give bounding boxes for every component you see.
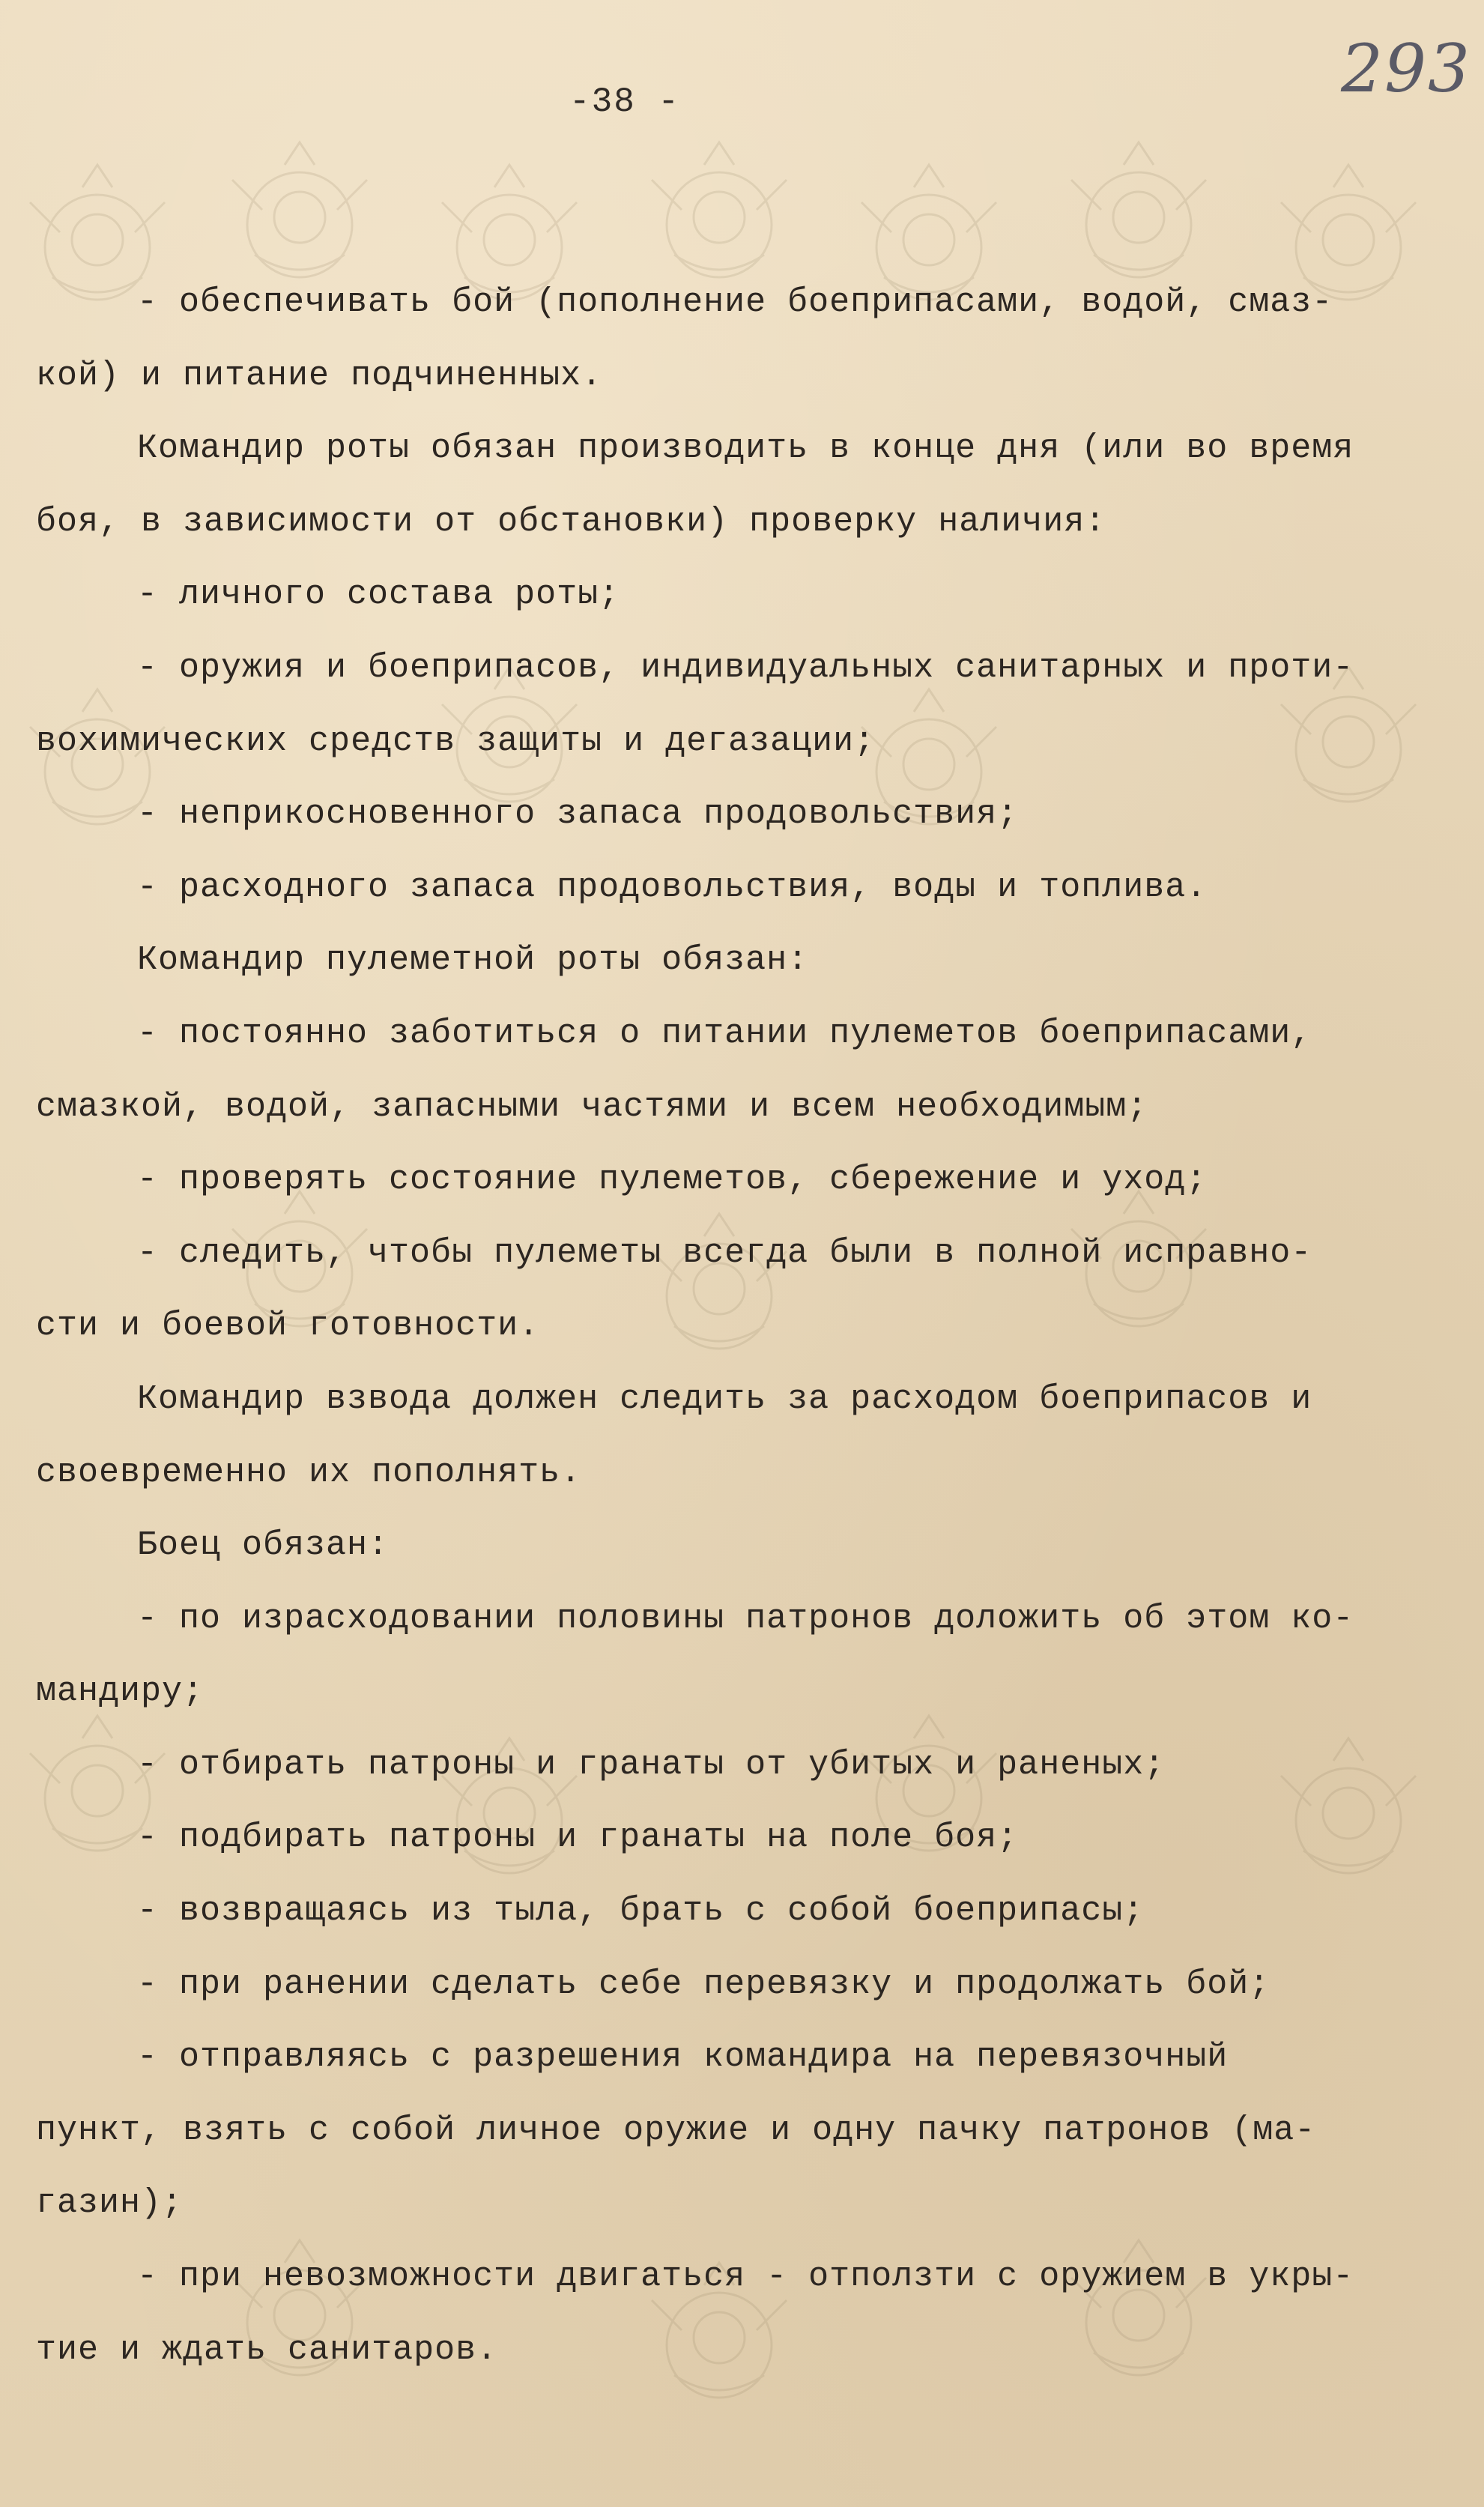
text-line: боя, в зависимости от обстановки) проверку наличия: <box>36 502 1106 541</box>
text-line: Командир пулеметной роты обязан: <box>137 941 809 980</box>
text-line: газин); <box>36 2184 184 2223</box>
page-number: -38 - <box>569 82 681 121</box>
text-line: - проверять состояние пулеметов, сбережение и уход; <box>137 1161 1208 1200</box>
text-line: пункт, взять с собой личное оружие и одну пачку патронов (ма- <box>36 2111 1316 2150</box>
archive-folio-number: 293 <box>1341 30 1471 107</box>
text-line: своевременно их пополнять. <box>36 1453 582 1492</box>
text-line: - постоянно заботиться о питании пулеметов боеприпасами, <box>137 1014 1312 1053</box>
text-line: смазкой, водой, запасными частями и всем необходимым; <box>36 1087 1148 1126</box>
text-line: - неприкосновенного запаса продовольствия; <box>137 795 1019 834</box>
text-line: - обеспечивать бой (пополнение боеприпасами, водой, смаз- <box>137 283 1333 321</box>
text-line: - личного состава роты; <box>137 575 620 614</box>
text-line: - оружия и боеприпасов, индивидуальных санитарных и проти- <box>137 648 1354 687</box>
text-line: - расходного запаса продовольствия, воды и топлива. <box>137 868 1208 907</box>
text-line: - следить, чтобы пулеметы всегда были в полной исправно- <box>137 1233 1312 1272</box>
text-line: - отбирать патроны и гранаты от убитых и раненых; <box>137 1745 1166 1784</box>
text-line: кой) и питание подчиненных. <box>36 356 603 395</box>
text-line: Командир роты обязан производить в конце дня (или во время <box>137 429 1354 468</box>
text-line: вохимических средств защиты и дегазации; <box>36 722 876 760</box>
body-text <box>36 266 1482 2386</box>
text-line: Командир взвода должен следить за расходом боеприпасов и <box>137 1379 1312 1418</box>
text-line: мандиру; <box>36 1672 205 1711</box>
text-line: сти и боевой готовности. <box>36 1307 540 1346</box>
text-line: - отправляясь с разрешения командира на перевязочный <box>137 2038 1229 2077</box>
text-line: - по израсходовании половины патронов доложить об этом ко- <box>137 1599 1354 1638</box>
text-line: - при ранении сделать себе перевязку и продолжать бой; <box>137 1965 1271 2004</box>
text-line: тие и ждать санитаров. <box>36 2330 498 2369</box>
text-line: - возвращаясь из тыла, брать с собой боеприпасы; <box>137 1892 1145 1931</box>
text-line: - при невозможности двигаться - отползти с оружием в укры- <box>137 2257 1354 2296</box>
text-line: - подбирать патроны и гранаты на поле боя; <box>137 1818 1019 1857</box>
text-line: Боец обязан: <box>137 1526 390 1565</box>
